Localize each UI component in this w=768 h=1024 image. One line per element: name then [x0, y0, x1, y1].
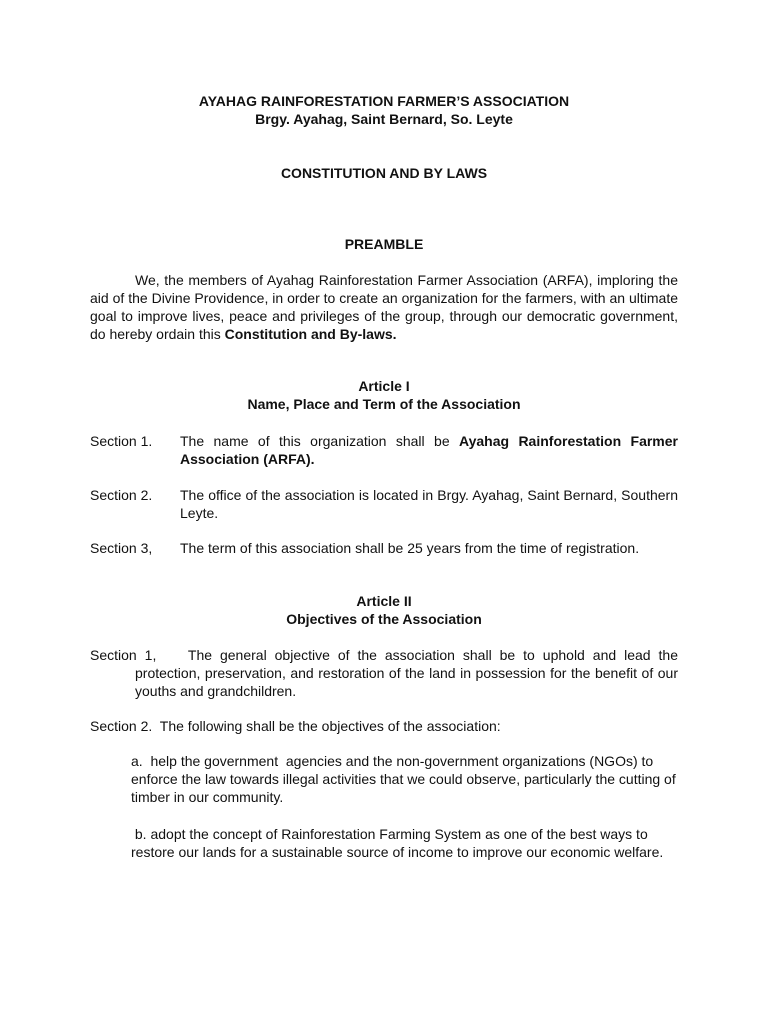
section-bold-text: Ayahag Rainforestation Farmer Association (ARFA). — [180, 433, 678, 467]
article-2-section-1: Section 1, The general objective of the association shall be to uphold and lead the protection, preservation, and restoration of the land in possession for the benefit of our youths and grandchildren. — [90, 647, 682, 699]
section-text: The term of this association shall be 25 years from the time of registration. — [180, 540, 640, 556]
document-title: CONSTITUTION AND BY LAWS — [280, 165, 488, 181]
preamble-paragraph — [90, 271, 678, 343]
org-address: Brgy. Ayahag, Saint Bernard, So. Leyte — [255, 111, 513, 127]
section-label: Section 3, — [90, 540, 153, 556]
article-1-title: Name, Place and Term of the Association — [247, 396, 521, 412]
article-2-number: Article II — [356, 593, 412, 609]
preamble-heading: PREAMBLE — [344, 236, 424, 252]
objective-item-a: a. help the government agencies and the non-government organizations (NGOs) to enforce the law towards illegal activities that we could observe, particularly the cutting of timber in our community. — [131, 753, 680, 805]
preamble-text: We, the members of Ayahag Rainforestation Farmer Association (ARFA), imploring the aid of the Divine Providence, in order to create an organization for the farmers, with an ultimate goal to improve lives, peace and privileges of the group, through our democratic government, do hereby ordain this — [90, 272, 678, 342]
section-text: The name of this organization shall be — [180, 433, 459, 449]
article-2-section-2: Section 2. The following shall be the objectives of the association: — [90, 718, 501, 734]
section-text: The office of the association is located in Brgy. Ayahag, Saint Bernard, Southern Leyte. — [180, 487, 678, 521]
section-label: Section 2. — [90, 487, 153, 503]
section-label: Section 1. — [90, 433, 153, 449]
article-1-number: Article I — [358, 378, 410, 394]
article-2-title: Objectives of the Association — [286, 611, 482, 627]
org-name: AYAHAG RAINFORESTATION FARMER’S ASSOCIATION — [198, 93, 570, 109]
preamble-bold-tail: Constitution and By-laws. — [224, 326, 397, 342]
objective-item-b: b. adopt the concept of Rainforestation Farming System as one of the best ways to restore our lands for a sustainable source of income to improve our economic welfare. — [131, 826, 664, 860]
